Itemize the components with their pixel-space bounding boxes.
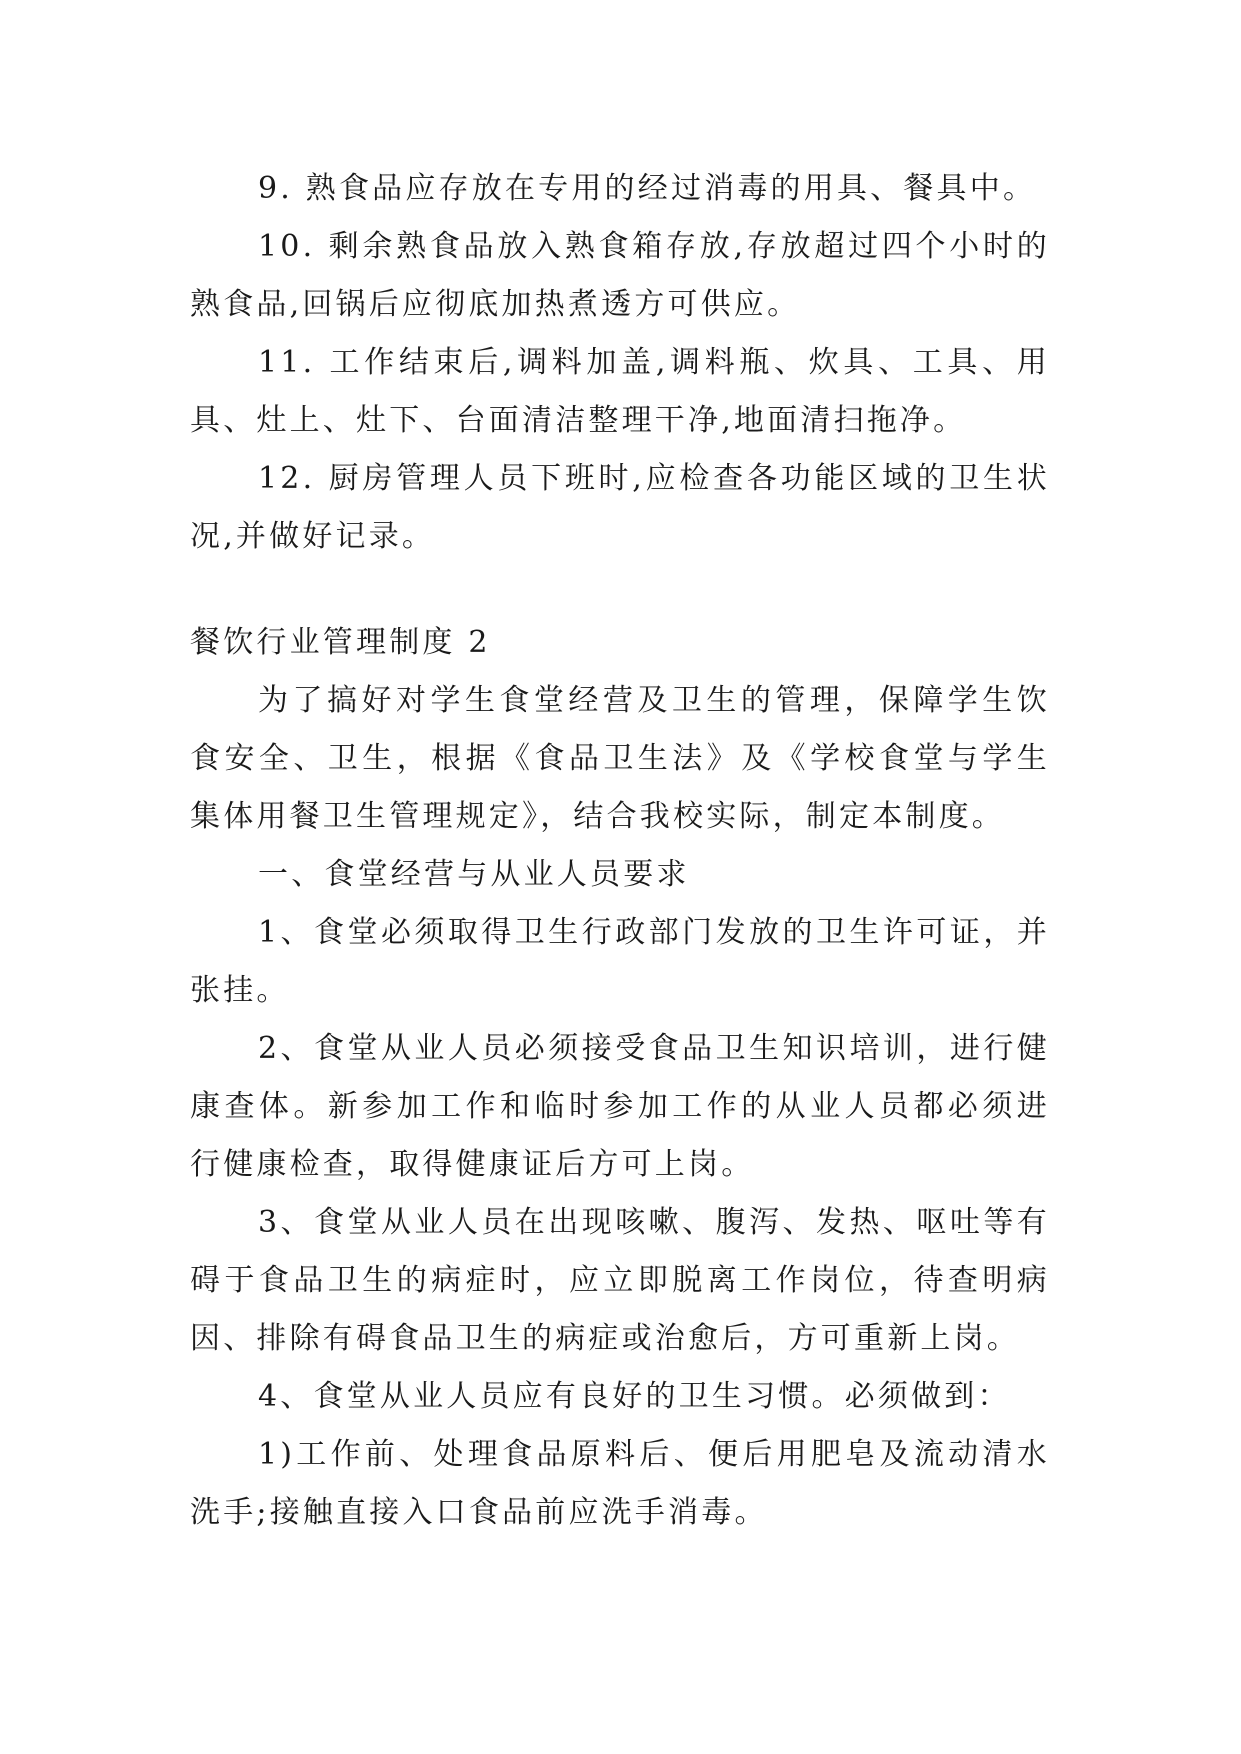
intro-paragraph: 为了搞好对学生食堂经营及卫生的管理，保障学生饮食安全、卫生，根据《食品卫生法》及《学校食堂与学生集体用餐卫生管理规定》，结合我校实际，制定本制度。 xyxy=(190,683,1050,834)
paragraph-item-12: 12. 厨房管理人员下班时,应检查各功能区域的卫生状况,并做好记录。 xyxy=(190,461,1050,554)
section-title: 餐饮行业管理制度 2 xyxy=(190,625,491,660)
rule-item-3: 3、食堂从业人员在出现咳嗽、腹泻、发热、呕吐等有碍于食品卫生的病症时，应立即脱离工作岗位，待查明病因、排除有碍食品卫生的病症或治愈后，方可重新上岗。 xyxy=(190,1205,1050,1356)
paragraph-item-9: 9. 熟食品应存放在专用的经过消毒的用具、餐具中。 xyxy=(258,171,1037,206)
document-body xyxy=(190,160,1050,1542)
rule-item-4-sub-1: 1)工作前、处理食品原料后、便后用肥皂及流动清水洗手;接触直接入口食品前应洗手消毒。 xyxy=(190,1437,1050,1530)
section-spacer xyxy=(190,566,1050,614)
rule-item-4: 4、食堂从业人员应有良好的卫生习惯。必须做到： xyxy=(258,1379,1011,1414)
rule-item-1: 1、食堂必须取得卫生行政部门发放的卫生许可证，并张挂。 xyxy=(190,915,1050,1008)
rule-item-2: 2、食堂从业人员必须接受食品卫生知识培训，进行健康查体。新参加工作和临时参加工作的从业人员都必须进行健康检查，取得健康证后方可上岗。 xyxy=(190,1031,1050,1182)
paragraph-item-11: 11. 工作结束后,调料加盖,调料瓶、炊具、工具、用具、灶上、灶下、台面清洁整理干净,地面清扫拖净。 xyxy=(190,345,1050,438)
paragraph-item-10: 10. 剩余熟食品放入熟食箱存放,存放超过四个小时的熟食品,回锅后应彻底加热煮透方可供应。 xyxy=(190,229,1050,322)
subsection-heading: 一、食堂经营与从业人员要求 xyxy=(258,857,690,892)
